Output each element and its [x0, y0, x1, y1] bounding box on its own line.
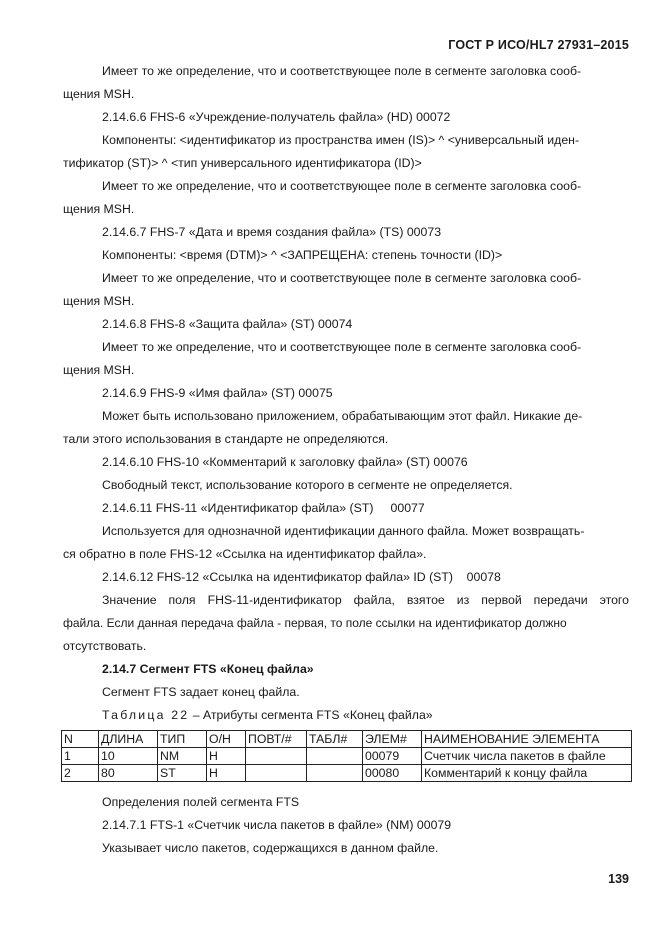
table-caption [102, 707, 629, 723]
paragraph-line: щения MSH. [63, 363, 135, 377]
section-heading: 2.14.6.8 FHS-8 «Защита файла» (ST) 00074 [102, 317, 353, 331]
header-cell: ПОВТ/# [246, 731, 307, 748]
paragraph-line: щения MSH. [63, 202, 135, 216]
paragraph-line: Определения полей сегмента FTS [102, 795, 300, 809]
paragraph-line: Свободный текст, использование которого в сегменте не определяется. [102, 478, 513, 492]
section-heading: 2.14.6.7 FHS-7 «Дата и время создания файла» (TS) 00073 [102, 225, 442, 239]
table-caption-title: – Атрибуты сегмента FTS «Конец файла» [189, 708, 433, 722]
page-number: 139 [608, 872, 629, 886]
header-cell: ТАБЛ# [307, 731, 363, 748]
header-cell: ЭЛЕМ# [363, 731, 422, 748]
table-cell [246, 748, 307, 765]
paragraph-line: Имеет то же определение, что и соответствующее поле в сегменте заголовка сооб- [102, 271, 582, 285]
paragraph-line: Указывает число пакетов, содержащихся в данном файле. [102, 841, 439, 855]
paragraph-line: щения MSH. [63, 87, 135, 101]
header-cell: О/Н [207, 731, 246, 748]
document-header: ГОСТ Р ИСО/HL7 27931–2015 [448, 38, 629, 52]
paragraph-line: отсутствовать. [63, 639, 147, 653]
paragraph-line: ся обратно в поле FHS-12 «Ссылка на идентификатор файла». [63, 547, 427, 561]
section-heading: 2.14.6.12 FHS-12 «Ссылка на идентификатор файла» ID (ST) 00078 [102, 570, 501, 584]
header-cell: НАИМЕНОВАНИЕ ЭЛЕМЕНТА [422, 731, 632, 748]
header-cell: ДЛИНА [99, 731, 158, 748]
table-caption-prefix: Таблица 22 [102, 708, 190, 722]
table-cell: 00080 [363, 765, 422, 782]
table-cell: NM [158, 748, 207, 765]
table-cell: ST [158, 765, 207, 782]
paragraph-line: щения MSH. [63, 294, 135, 308]
header-cell: ТИП [158, 731, 207, 748]
section-heading-bold: 2.14.7 Сегмент FTS «Конец файла» [102, 662, 314, 676]
paragraph-line: Значение поля FHS-11-идентификатор файла, взятое из первой передачи этого [102, 593, 629, 607]
table-cell [246, 765, 307, 782]
table-cell: Комментарий к концу файла [422, 765, 632, 782]
paragraph-line: тали этого использования в стандарте не определяются. [63, 432, 389, 446]
table-cell [307, 765, 363, 782]
table-cell: 2 [62, 765, 99, 782]
paragraph-line: тификатор (ST)> ^ <тип универсального идентификатора (ID)> [63, 156, 422, 170]
paragraph-line: Используется для однозначной идентификации данного файла. Может возвращать- [102, 524, 585, 538]
table-cell: 80 [99, 765, 158, 782]
section-heading: 2.14.6.6 FHS-6 «Учреждение-получатель файла» (HD) 00072 [102, 110, 451, 124]
fts-attributes-table [61, 730, 632, 782]
paragraph-line: Имеет то же определение, что и соответствующее поле в сегменте заголовка сооб- [102, 64, 582, 78]
header-cell: N [62, 731, 99, 748]
paragraph-line: Может быть использовано приложением, обрабатывающим этот файл. Никакие де- [102, 409, 583, 423]
paragraph-line: Имеет то же определение, что и соответствующее поле в сегменте заголовка сооб- [102, 179, 582, 193]
table-cell [307, 748, 363, 765]
table-cell: Счетчик числа пакетов в файле [422, 748, 632, 765]
paragraph-line: Сегмент FTS задает конец файла. [102, 685, 300, 699]
table-cell: 00079 [363, 748, 422, 765]
table-header-row [62, 731, 632, 748]
paragraph-line: Компоненты: <время (DTM)> ^ <ЗАПРЕЩЕНА: степень точности (ID)> [102, 248, 503, 262]
paragraph-line: файла. Если данная передача файла - первая, то поле ссылки на идентификатор должно [63, 616, 567, 630]
table-cell: 1 [62, 748, 99, 765]
table-row [62, 748, 632, 765]
section-heading: 2.14.7.1 FTS-1 «Счетчик числа пакетов в файле» (NM) 00079 [102, 818, 452, 832]
table-cell: H [207, 748, 246, 765]
paragraph-line: Компоненты: <идентификатор из пространства имен (IS)> ^ <универсальный иден- [102, 133, 580, 147]
section-heading: 2.14.6.11 FHS-11 «Идентификатор файла» (ST) 00077 [102, 501, 425, 515]
section-heading: 2.14.6.9 FHS-9 «Имя файла» (ST) 00075 [102, 386, 333, 400]
table-cell: H [207, 765, 246, 782]
table-row [62, 765, 632, 782]
table-cell: 10 [99, 748, 158, 765]
section-heading: 2.14.6.10 FHS-10 «Комментарий к заголовку файла» (ST) 00076 [102, 455, 468, 469]
paragraph-line: Имеет то же определение, что и соответствующее поле в сегменте заголовка сооб- [102, 340, 582, 354]
